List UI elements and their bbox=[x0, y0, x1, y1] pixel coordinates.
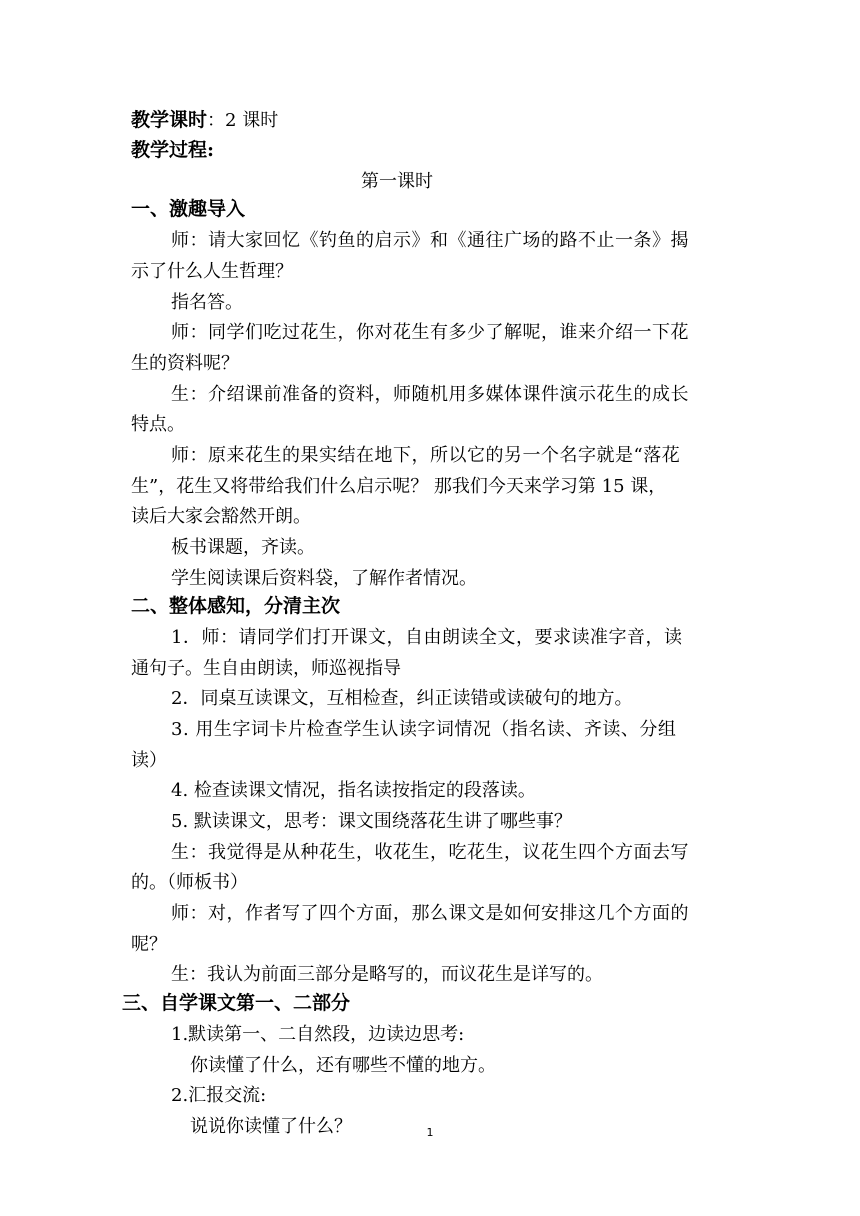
paragraph-line: 读） bbox=[131, 750, 167, 771]
paragraph-line: 师：对，作者写了四个方面，那么课文是如何安排这几个方面的 bbox=[171, 903, 689, 924]
paragraph-line: 师：请大家回忆《钓鱼的启示》和《通往广场的路不止一条》揭 bbox=[171, 230, 689, 251]
section-heading: 二、整体感知，分清主次 bbox=[131, 595, 341, 617]
paragraph-line: 生：介绍课前准备的资料，师随机用多媒体课件演示花生的成长 bbox=[171, 384, 689, 405]
lesson-title: 第一课时 bbox=[361, 171, 433, 192]
paragraph-line: 师：同学们吃过花生，你对花生有多少了解呢，谁来介绍一下花 bbox=[171, 322, 689, 343]
page-number: 1 bbox=[426, 1126, 434, 1139]
paragraph-line: 学生阅读课后资料袋，了解作者情况。 bbox=[171, 568, 477, 589]
paragraph-line: 的。（师板书） bbox=[131, 872, 248, 893]
paragraph-line: 4. 检查读课文情况，指名读按指定的段落读。 bbox=[171, 780, 536, 801]
paragraph-line: 指名答。 bbox=[171, 292, 243, 313]
paragraph-line: 板书课题，齐读。 bbox=[171, 537, 315, 558]
paragraph-line: 读后大家会豁然开朗。 bbox=[131, 506, 311, 527]
teaching-hours-line bbox=[131, 107, 278, 133]
paragraph-line: 说说你读懂了什么？ bbox=[190, 1116, 352, 1137]
paragraph-line: 生：我觉得是从种花生，收花生，吃花生，议花生四个方面去写 bbox=[171, 842, 689, 863]
paragraph-line: 2.汇报交流: bbox=[171, 1085, 267, 1106]
teaching-hours-label: 教学课时 bbox=[131, 109, 208, 131]
section-heading: 三、自学课文第一、二部分 bbox=[122, 992, 351, 1014]
paragraph-line: 生的资料呢？ bbox=[131, 353, 239, 374]
section-heading: 一、激趣导入 bbox=[131, 198, 246, 220]
paragraph-line: 5. 默读课文，思考：课文围绕落花生讲了哪些事？ bbox=[171, 811, 572, 832]
paragraph-line: 特点。 bbox=[131, 414, 185, 435]
paragraph-line: 示了什么人生哲理？ bbox=[131, 261, 293, 282]
teaching-process-label: 教学过程: bbox=[131, 139, 215, 161]
paragraph-line: 通句子。生自由朗读，师巡视指导 bbox=[131, 658, 401, 679]
paragraph-line: 2．同桌互读课文，互相检查，纠正读错或读破句的地方。 bbox=[171, 688, 633, 709]
teaching-hours-value: ：2 课时 bbox=[207, 110, 279, 131]
paragraph-line: 呢？ bbox=[131, 934, 167, 955]
paragraph-line: 生”，花生又将带给我们什么启示呢？ 那我们今天来学习第 15 课， bbox=[131, 476, 667, 497]
paragraph-line: 你读懂了什么，还有哪些不懂的地方。 bbox=[190, 1055, 496, 1076]
paragraph-line: 生：我认为前面三部分是略写的，而议花生是详写的。 bbox=[171, 964, 603, 985]
paragraph-line: 1.默读第一、二自然段，边读边思考: bbox=[171, 1024, 465, 1045]
paragraph-line: 3. 用生字词卡片检查学生认读字词情况（指名读、齐读、分组 bbox=[171, 719, 677, 740]
paragraph-line: 1．师：请同学们打开课文，自由朗读全文，要求读准字音，读 bbox=[171, 627, 683, 648]
paragraph-line: 师：原来花生的果实结在地下，所以它的另一个名字就是“落花 bbox=[171, 445, 681, 466]
